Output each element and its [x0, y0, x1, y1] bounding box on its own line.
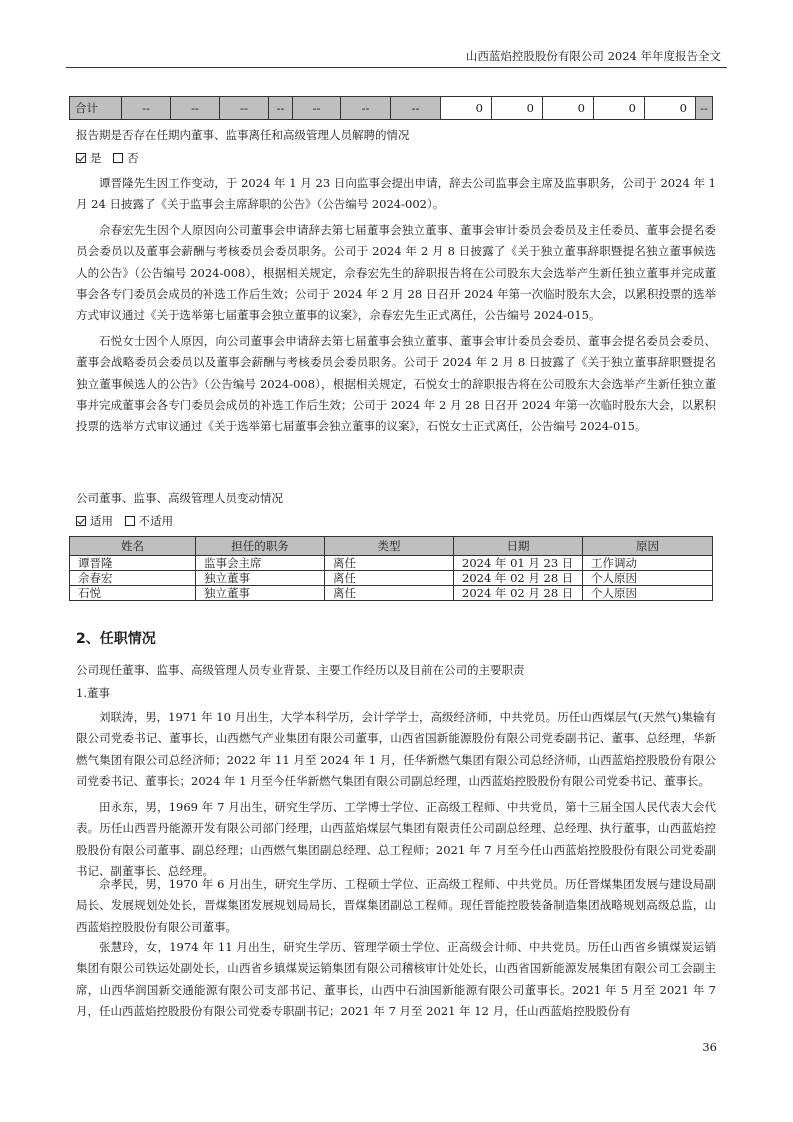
table-cell: 独立董事 — [196, 571, 325, 586]
table-cell: 0 — [543, 97, 594, 120]
option-no-label: 否 — [127, 151, 139, 165]
table-cell: -- — [293, 97, 341, 120]
resign-paragraph: 佘春宏先生因个人原因向公司董事会申请辞去第七届董事会独立董事、董事会审计委员会委员及主任委员、董事会提名委员会委员以及董事会薪酬与考核委员会委员职务。公司于 2024 年 2 月 8 日披露了《关于独立董事辞职暨提名独立董事候选人的公告》（公告编号 2024-008），根据相关规定，佘春宏先生的辞职报告将在公司股东大会选举产生新任独立董事并完成董事会各专门委员会成员的补选工作后生效；公司于 2024 年 2 月 28 日召开 2024 年第一次临时股东大会，以累积投票的选举方式审议通过《关于选举第七届董事会独立董事的议案》，佘春宏先生正式离任，公告编号 2024-015。 — [76, 223, 716, 323]
change-options — [76, 513, 173, 529]
column-header: 姓名 — [70, 537, 196, 556]
bio-paragraph: 田永东，男，1969 年 7 月出生，研究生学历、工学博士学位、正高级工程师、中共党员，第十三届全国人民代表大会代表。历任山西晋丹能源开发有限公司部门经理，山西蓝焰煤层气集团有限责任公司副总经理、总经理、执行董事，山西蓝焰控股股份有限公司董事、副总经理；山西燃气集团副总经理、总工程师；2021 年 7 月至今任山西蓝焰控股股份有限公司党委副书记、副董事长、总经理。 — [76, 800, 716, 878]
column-header: 类型 — [325, 537, 454, 556]
table-cell: -- — [171, 97, 220, 120]
option-applicable-label: 适用 — [90, 514, 113, 528]
table-cell: 0 — [645, 97, 696, 120]
table-cell: 佘春宏 — [70, 571, 196, 586]
duties-heading: 公司现任董事、监事、高级管理人员专业背景、主要工作经历以及目前在公司的主要职责 — [76, 663, 525, 677]
resign-paragraph: 谭晋隆先生因工作变动，于 2024 年 1 月 23 日向监事会提出申请，辞去公司监事会主席及监事职务，公司于 2024 年 1 月 24 日披露了《关于监事会主席辞职的公告》（公告编号 2024-002）。 — [76, 176, 716, 212]
section-title: 2、任职情况 — [76, 631, 156, 647]
table-cell: -- — [122, 97, 171, 120]
bio-paragraph: 佘孝民，男，1970 年 6 月出生，研究生学历、工程硕士学位、正高级工程师、中共党员。历任晋煤集团发展与建设局副局长、发展规划处处长，晋煤集团发展规划局局长，晋煤集团副总工程师。现任晋能控股装备制造集团战略规划高级总监，山西蓝焰控股股份有限公司董事。 — [76, 877, 716, 934]
total-row — [70, 97, 713, 120]
table-cell: 0 — [441, 97, 492, 120]
column-header: 担任的职务 — [196, 537, 325, 556]
table-cell: 合计 — [70, 97, 122, 120]
table-row — [70, 556, 713, 571]
personnel-change-table — [69, 536, 713, 601]
option-not-applicable-label: 不适用 — [138, 514, 174, 528]
page-number: 36 — [702, 1040, 717, 1054]
option-yes-label: 是 — [90, 151, 102, 165]
table-cell: -- — [391, 97, 441, 120]
resign-options — [76, 150, 139, 166]
table-cell: 谭晋隆 — [70, 556, 196, 571]
column-header: 日期 — [454, 537, 583, 556]
remuneration-total-table — [69, 96, 713, 120]
table-cell: 离任 — [325, 571, 454, 586]
table-cell: 个人原因 — [583, 586, 713, 601]
table-cell: 2024 年 02 月 28 日 — [454, 571, 583, 586]
resign-paragraph: 石悦女士因个人原因，向公司董事会申请辞去第七届董事会独立董事、董事会审计委员会委员、董事会提名委员会委员、董事会战略委员会委员以及董事会薪酬与考核委员会委员职务。公司于 2024 年 2 月 8 日披露了《关于独立董事辞职暨提名独立董事候选人的公告》（公告编号 2024-008），根据相关规定，石悦女士的辞职报告将在公司股东大会选举产生新任独立董事并完成董事会各专门委员会成员的补选工作后生效；公司于 2024 年 2 月 28 日召开 2024 年第一次临时股东大会，以累积投票的选举方式审议通过《关于选举第七届董事会独立董事的议案》，石悦女士正式离任，公告编号 2024-015。 — [76, 334, 716, 434]
report-header-title: 山西蓝焰控股股份有限公司 2024 年年度报告全文 — [465, 49, 721, 63]
table-cell: 石悦 — [70, 586, 196, 601]
table-cell: 离任 — [325, 586, 454, 601]
unchecked-checkbox-icon — [113, 153, 123, 163]
bio-paragraph: 刘联涛，男，1971 年 10 月出生，大学本科学历，会计学学士，高级经济师，中共党员。历任山西煤层气(天然气)集输有限公司党委书记、董事长，山西燃气产业集团有限公司董事，山西省国新能源股份有限公司党委副书记、董事、总经理，华新燃气集团有限公司总经济师；2022 年 11 月至 2024 年 1 月，任华新燃气集团有限公司总经济师，山西蓝焰控股股份有限公司党委书记、董事长；2024 年 1 月至今任华新燃气集团有限公司副总经理，山西蓝焰控股股份有限公司党委书记、董事长。 — [76, 710, 716, 788]
change-heading: 公司董事、监事、高级管理人员变动情况 — [76, 491, 283, 505]
table-cell: 0 — [594, 97, 645, 120]
unchecked-checkbox-icon — [125, 516, 135, 526]
table-cell: -- — [696, 97, 713, 120]
table-cell: 个人原因 — [583, 571, 713, 586]
table-cell: -- — [341, 97, 391, 120]
table-cell: 2024 年 01 月 23 日 — [454, 556, 583, 571]
table-cell: 监事会主席 — [196, 556, 325, 571]
resign-question: 报告期是否存在任期内董事、监事离任和高级管理人员解聘的情况 — [76, 128, 410, 142]
checked-checkbox-icon — [76, 516, 86, 526]
table-cell: -- — [220, 97, 269, 120]
column-header: 原因 — [583, 537, 713, 556]
table-cell: 0 — [492, 97, 543, 120]
table-row — [70, 586, 713, 601]
table-cell: 独立董事 — [196, 586, 325, 601]
table-cell: 工作调动 — [583, 556, 713, 571]
directors-subheading: 1.董事 — [76, 686, 110, 700]
table-cell: 离任 — [325, 556, 454, 571]
table-cell: -- — [269, 97, 293, 120]
table-header-row — [70, 537, 713, 556]
bio-paragraph: 张慧玲，女，1974 年 11 月出生，研究生学历、管理学硕士学位、正高级会计师、中共党员。历任山西省乡镇煤炭运销集团有限公司铁运处副处长，山西省乡镇煤炭运销集团有限公司稽核审计处处长，山西省国新能源发展集团有限公司工会副主席，山西华润国新交通能源有限公司支部书记、董事长，山西中石油国新能源有限公司董事长。2021 年 5 月至 2021 年 7 月，任山西蓝焰控股股份有限公司党委专职副书记；2021 年 7 月至 2021 年 12 月，任山西蓝焰控股股份有 — [76, 940, 716, 1018]
table-row — [70, 571, 713, 586]
header-rule — [66, 67, 727, 68]
checked-checkbox-icon — [76, 153, 86, 163]
table-cell: 2024 年 02 月 28 日 — [454, 586, 583, 601]
